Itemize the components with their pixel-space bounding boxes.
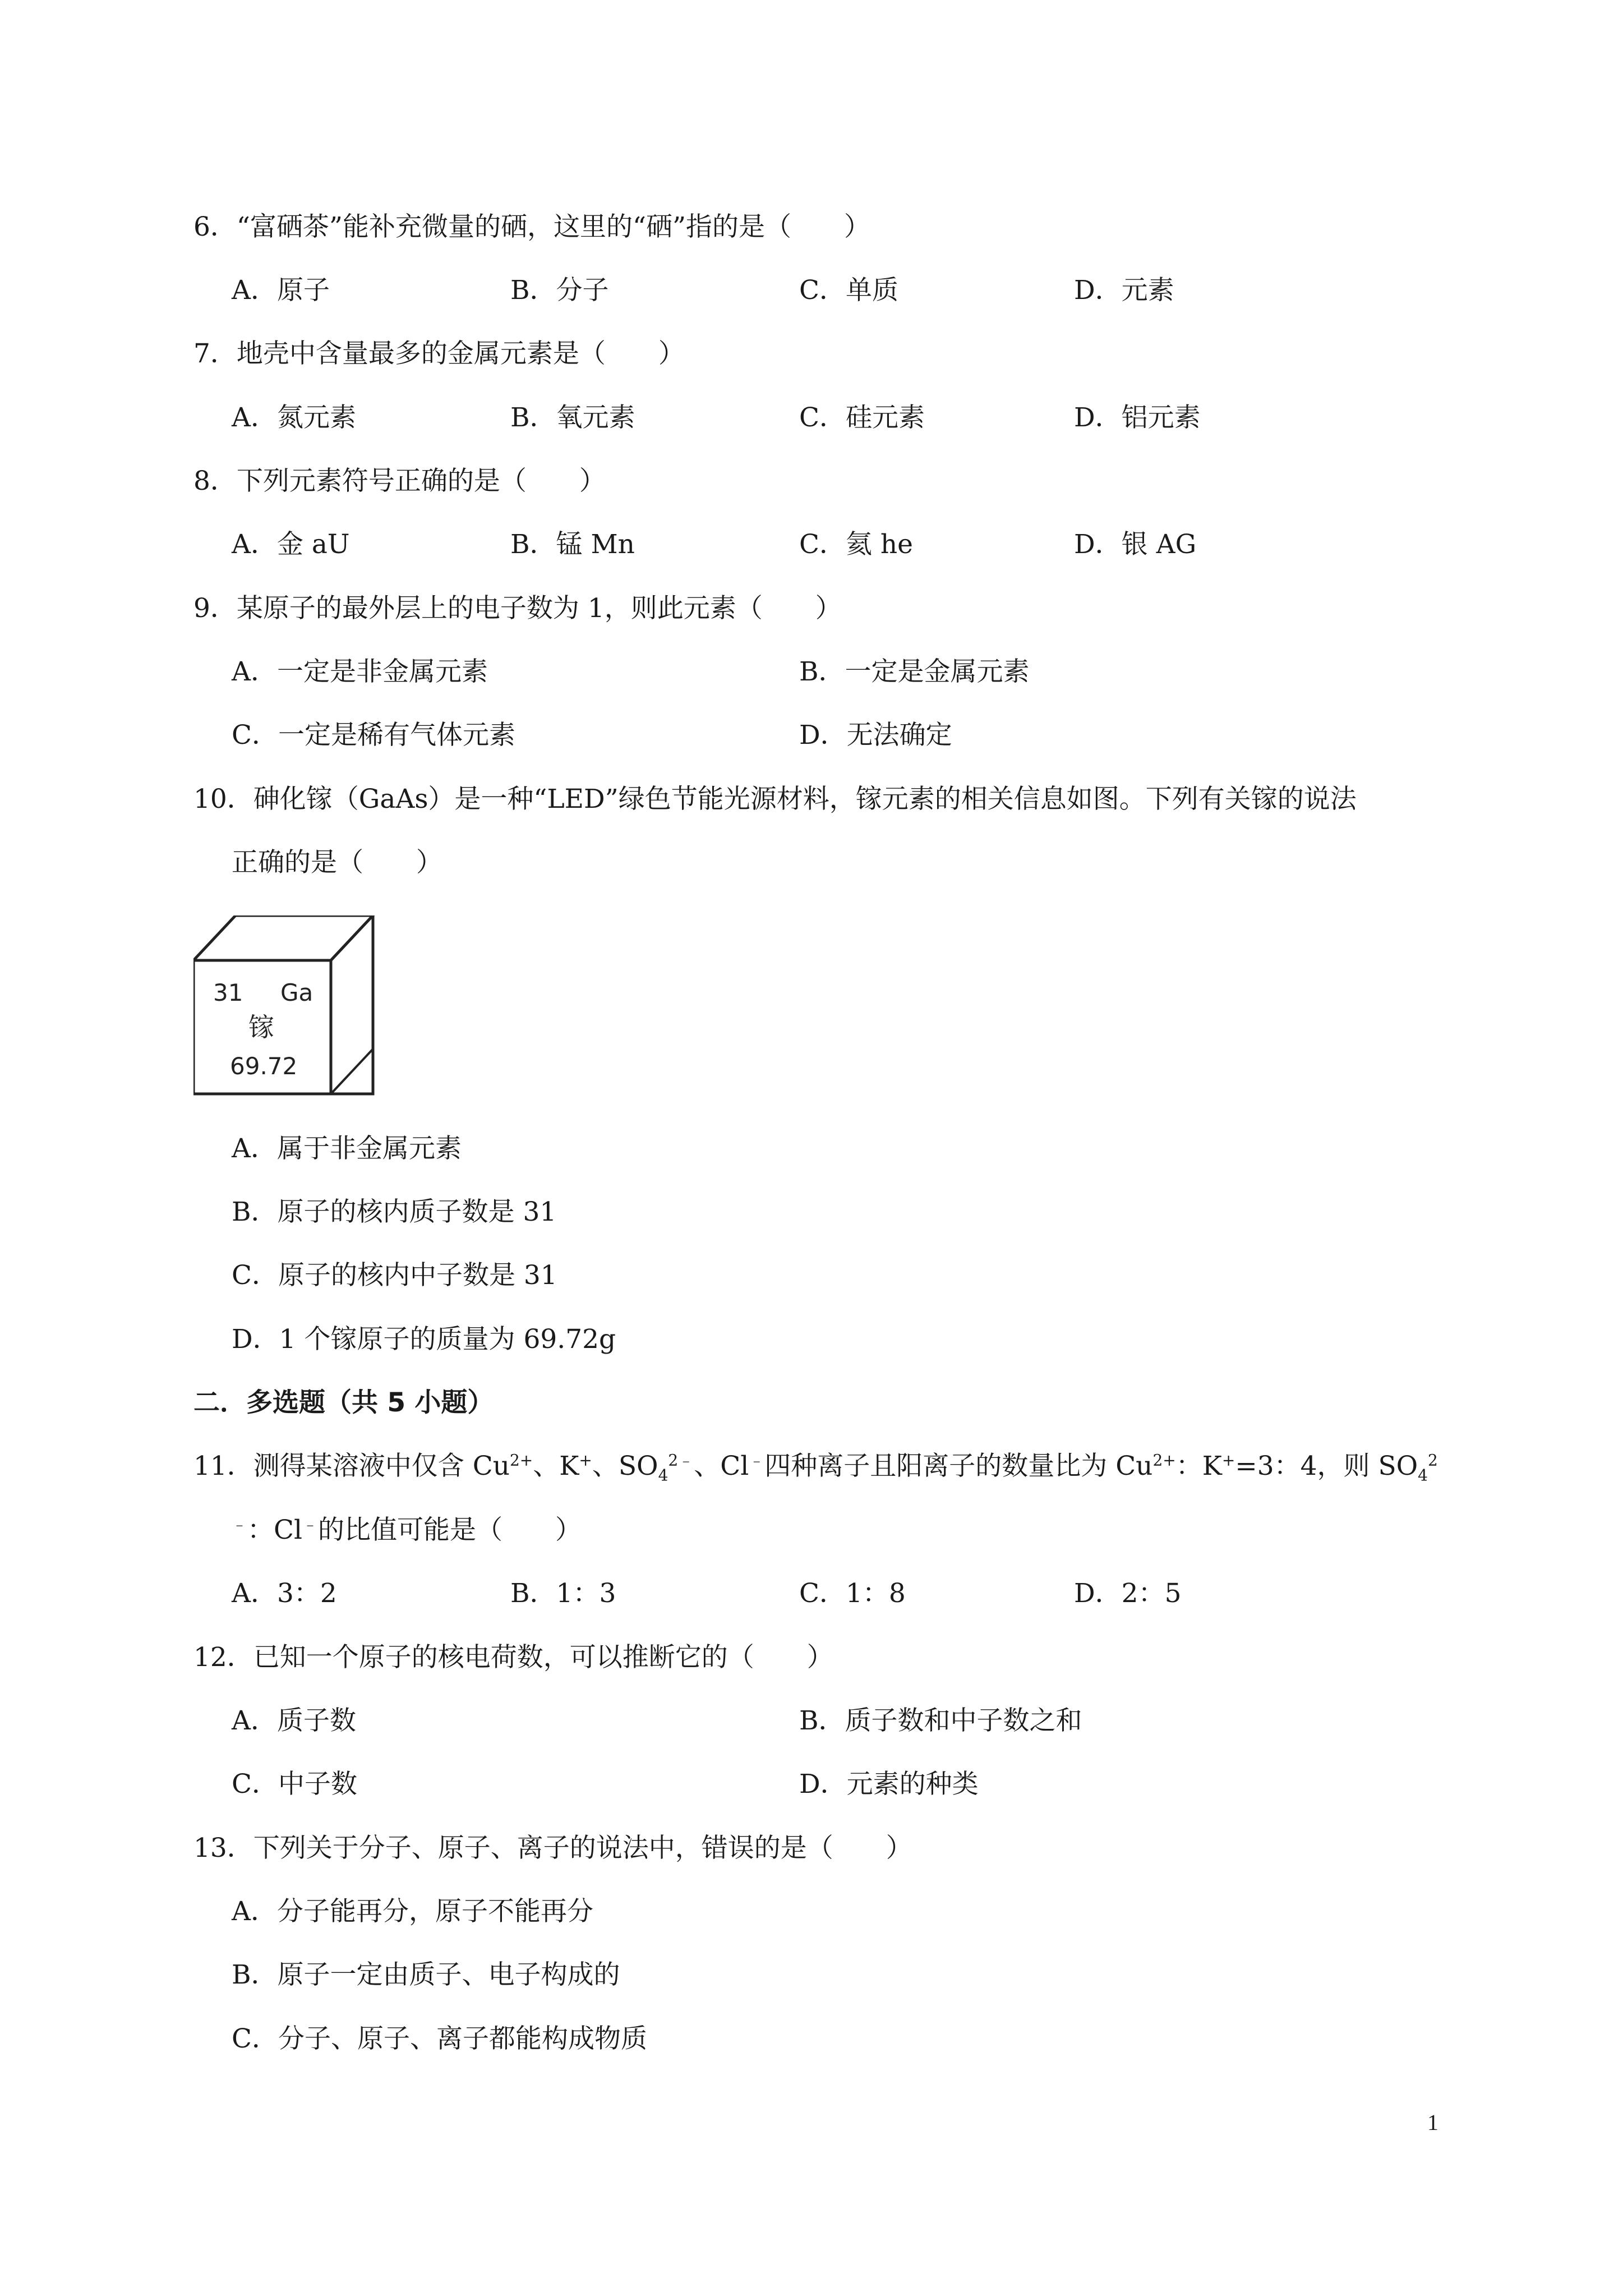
atomic-number: 31 bbox=[213, 979, 243, 1006]
element-name: 镓 bbox=[248, 1012, 274, 1042]
question-9-stem: 9．某原子的最外层上的电子数为 1，则此元素（ ） bbox=[193, 593, 842, 624]
question-11-stem-line1: 11．测得某溶液中仅含 $Cu^{2+}$、K+、$SO_4^{2﹣}$、Cl﹣四种离子且阳离子的数量比为 $Cu^{2+}$：K+=3：4，则 $SO_4^2$ bbox=[193, 1451, 1438, 1485]
q12-option-d: D．元素的种类 bbox=[799, 1769, 979, 1800]
q9-option-d: D．无法确定 bbox=[799, 720, 952, 751]
q9-option-c: C．一定是稀有气体元素 bbox=[232, 720, 515, 751]
page-number: 1 bbox=[1427, 2110, 1438, 2135]
atomic-mass: 69.72 bbox=[230, 1052, 298, 1080]
section-heading-multiple-choice: 二．多选题（共 5 小题） bbox=[193, 1387, 494, 1418]
q6-option-b: B．分子 bbox=[510, 275, 609, 306]
q11-option-d: D．2：5 bbox=[1074, 1578, 1182, 1609]
q10-option-a: A．属于非金属元素 bbox=[232, 1133, 462, 1164]
q8-option-d: D．银 AG bbox=[1074, 529, 1197, 560]
q8-option-a: A．金 aU bbox=[232, 529, 350, 560]
q11-option-b: B．1：3 bbox=[510, 1578, 616, 1609]
q7-option-b: B．氧元素 bbox=[510, 402, 635, 433]
question-10-stem-line1: 10．砷化镓（GaAs）是一种“LED”绿色节能光源材料，镓元素的相关信息如图。下列有关镓的说法 bbox=[193, 784, 1357, 815]
q10-option-b: B．原子的核内质子数是 31 bbox=[232, 1197, 557, 1227]
question-12-stem: 12．已知一个原子的核电荷数，可以推断它的（ ） bbox=[193, 1642, 833, 1673]
q13-option-a: A．分子能再分，原子不能再分 bbox=[232, 1896, 593, 1927]
gallium-element-card bbox=[193, 915, 390, 1101]
question-11-stem-line2: ﹣：Cl﹣的比值可能是（ ） bbox=[232, 1515, 582, 1545]
q9-option-a: A．一定是非金属元素 bbox=[232, 656, 488, 687]
question-10-stem-line2: 正确的是（ ） bbox=[232, 847, 442, 878]
q8-option-c: C．氦 he bbox=[799, 529, 913, 560]
q6-option-d: D．元素 bbox=[1074, 275, 1174, 306]
question-8-stem: 8．下列元素符号正确的是（ ） bbox=[193, 466, 606, 496]
q13-option-b: B．原子一定由质子、电子构成的 bbox=[232, 1959, 620, 1990]
q7-option-a: A．氮元素 bbox=[232, 402, 356, 433]
q10-option-d: D．1 个镓原子的质量为 69.72g bbox=[232, 1324, 616, 1355]
element-cube-figure bbox=[193, 915, 390, 1101]
q10-option-c: C．原子的核内中子数是 31 bbox=[232, 1260, 557, 1291]
question-6-stem: 6．“富硒茶”能补充微量的硒，这里的“硒”指的是（ ） bbox=[193, 211, 871, 242]
q12-option-a: A．质子数 bbox=[232, 1705, 356, 1736]
question-7-stem: 7．地壳中含量最多的金属元素是（ ） bbox=[193, 338, 685, 369]
q13-option-c: C．分子、原子、离子都能构成物质 bbox=[232, 2023, 647, 2054]
element-symbol: Ga bbox=[280, 979, 313, 1006]
q12-option-b: B．质子数和中子数之和 bbox=[799, 1705, 1082, 1736]
q11-option-a: A．3：2 bbox=[232, 1578, 337, 1609]
q6-option-c: C．单质 bbox=[799, 275, 898, 306]
q9-option-b: B．一定是金属元素 bbox=[799, 656, 1030, 687]
q8-option-b: B．锰 Mn bbox=[510, 529, 635, 560]
q6-option-a: A．原子 bbox=[232, 275, 330, 306]
q12-option-c: C．中子数 bbox=[232, 1769, 357, 1800]
question-13-stem: 13．下列关于分子、原子、离子的说法中，错误的是（ ） bbox=[193, 1833, 912, 1864]
q7-option-c: C．硅元素 bbox=[799, 402, 925, 433]
q7-option-d: D．铝元素 bbox=[1074, 402, 1201, 433]
q11-option-c: C．1：8 bbox=[799, 1578, 906, 1609]
